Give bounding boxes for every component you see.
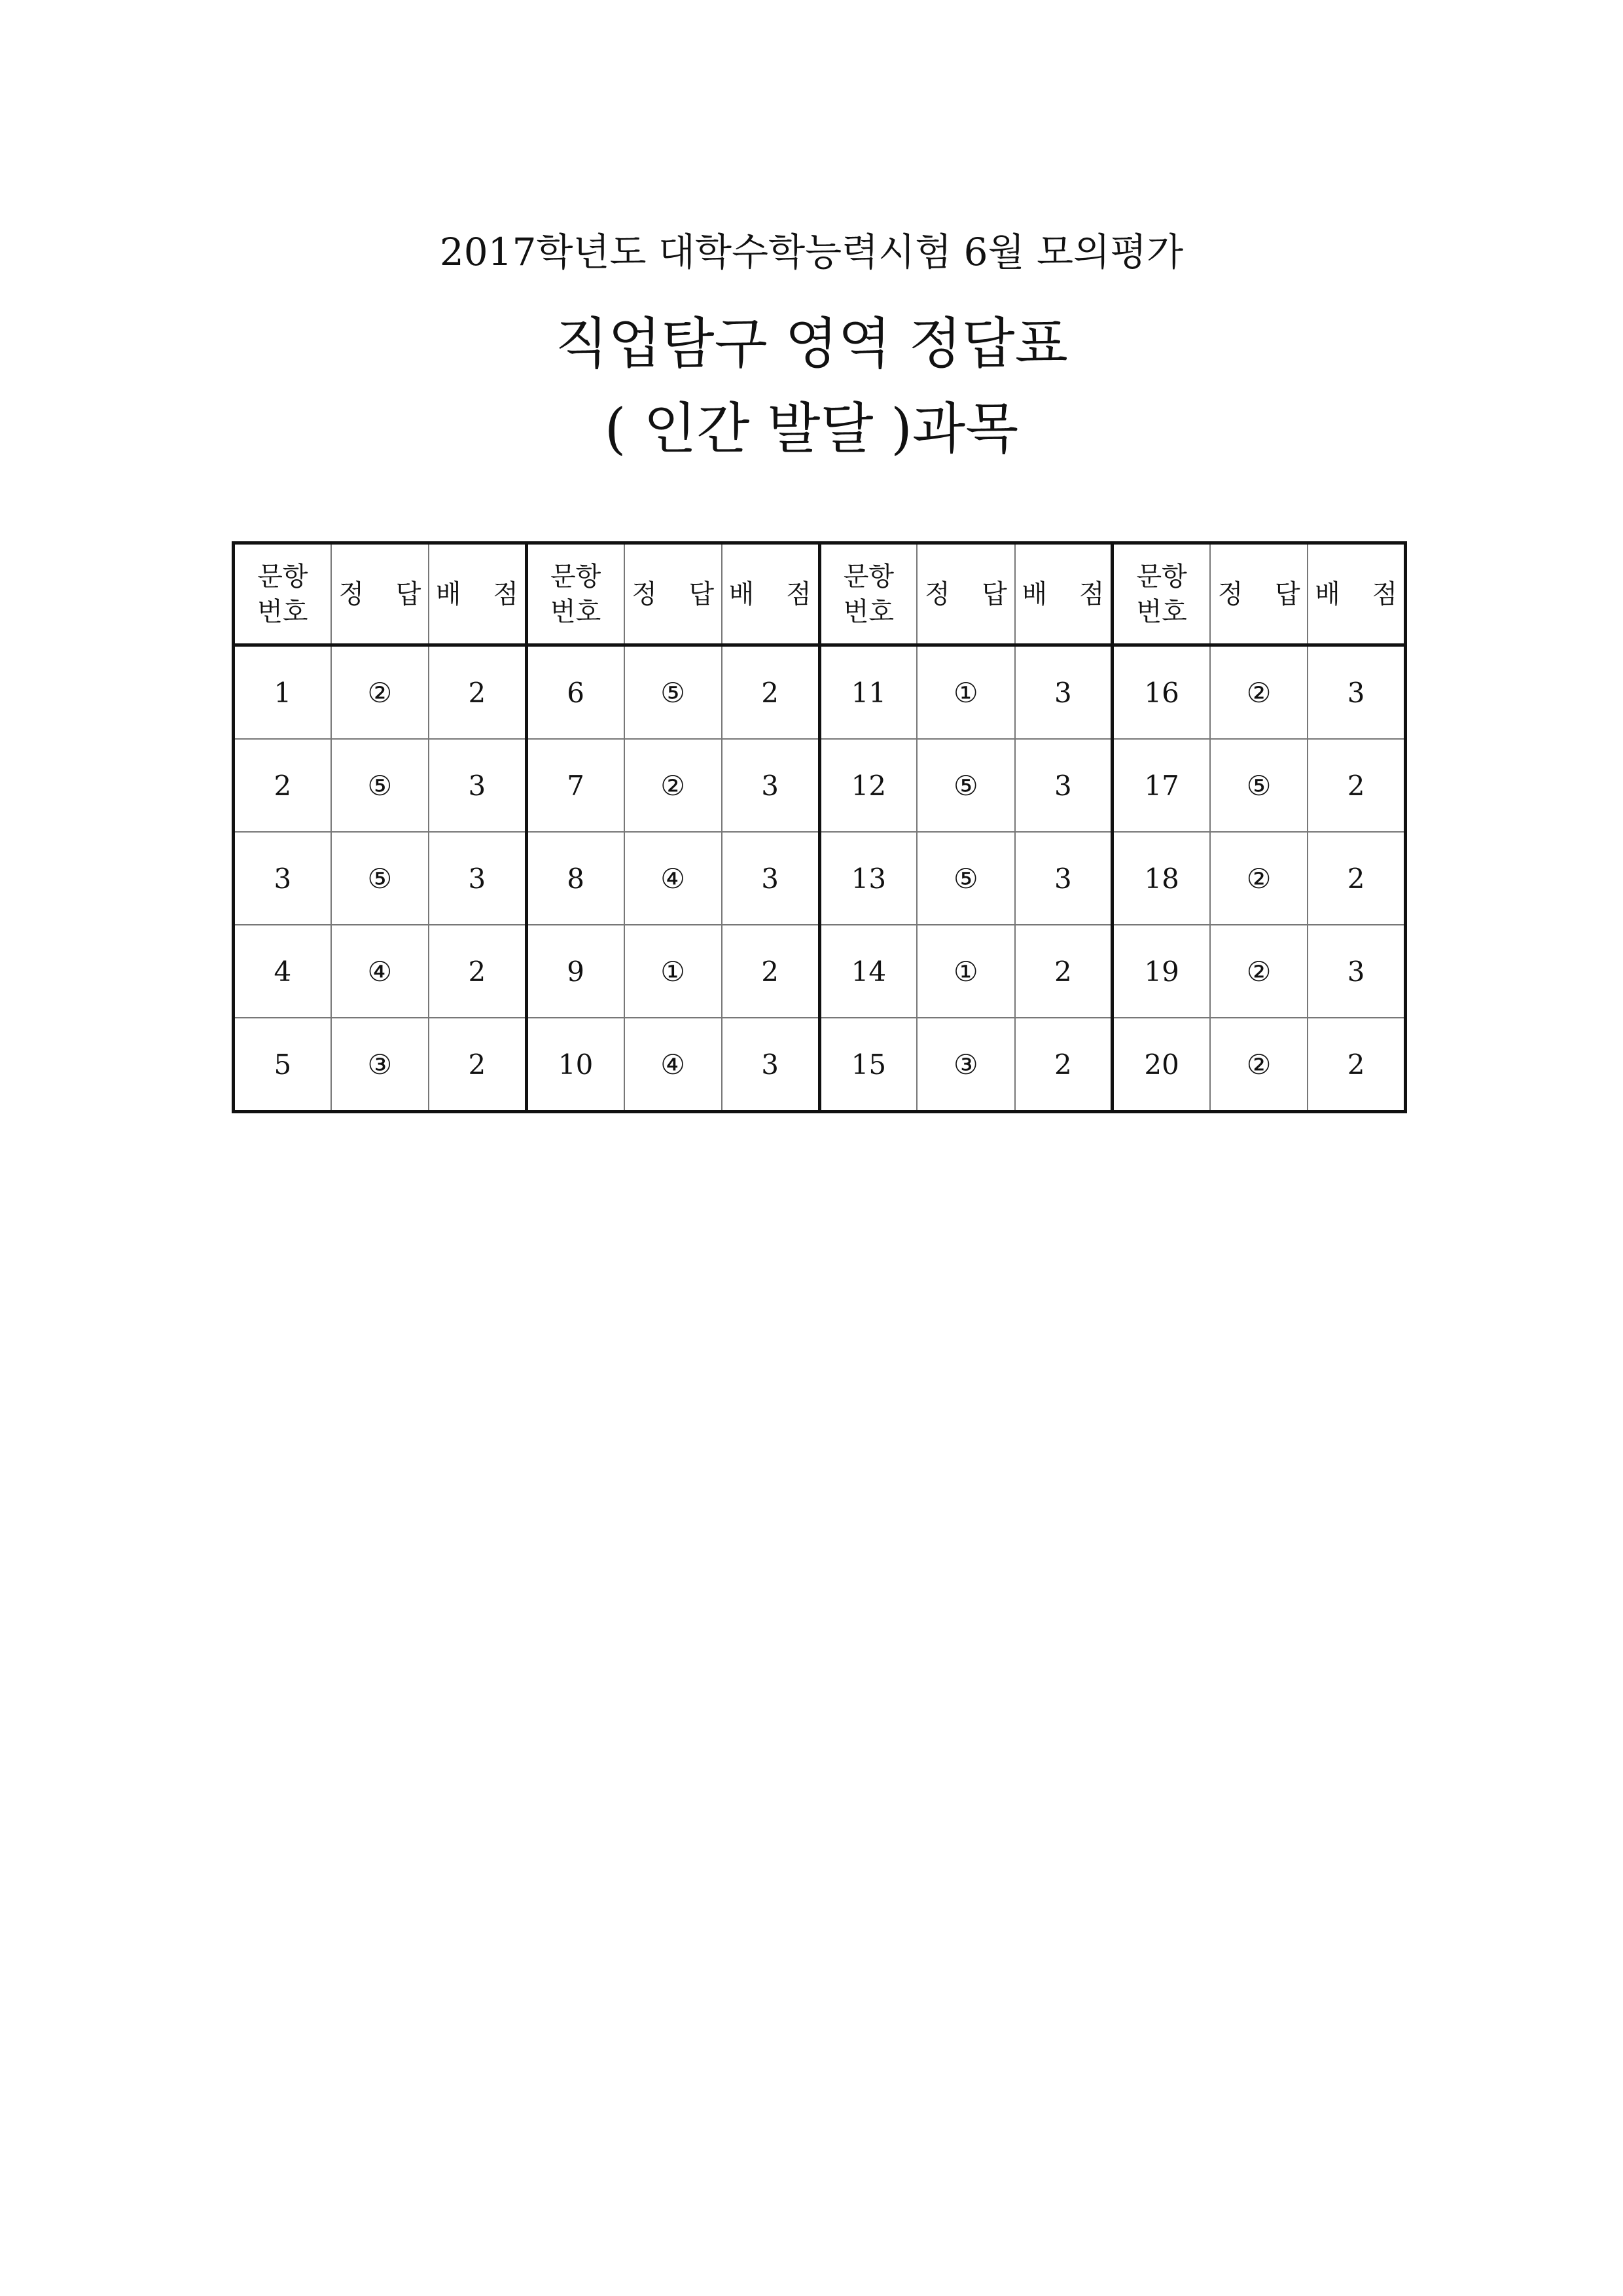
answer-cell: ⑤ bbox=[624, 645, 722, 740]
sheet-title: 직업탐구 영역 정답표 bbox=[555, 312, 1068, 376]
points-cell: 3 bbox=[1015, 739, 1113, 832]
table-row bbox=[234, 832, 1406, 925]
question-number: 8 bbox=[526, 832, 624, 925]
answer-header: 정 답 bbox=[624, 543, 722, 645]
answer-cell: ⑤ bbox=[331, 832, 429, 925]
question-number-header: 문항 번호 bbox=[526, 543, 624, 645]
points-cell: 2 bbox=[429, 925, 526, 1018]
table-row bbox=[234, 645, 1406, 740]
question-number: 10 bbox=[526, 1018, 624, 1112]
points-cell: 2 bbox=[1015, 925, 1113, 1018]
answer-cell: ⑤ bbox=[1210, 739, 1308, 832]
table-row bbox=[234, 739, 1406, 832]
answer-cell: ④ bbox=[331, 925, 429, 1018]
answer-cell: ⑤ bbox=[917, 739, 1014, 832]
answer-cell: ④ bbox=[624, 832, 722, 925]
question-number: 20 bbox=[1113, 1018, 1210, 1112]
points-cell: 2 bbox=[1308, 739, 1405, 832]
answer-cell: ② bbox=[624, 739, 722, 832]
question-number: 18 bbox=[1113, 832, 1210, 925]
answer-table bbox=[232, 541, 1410, 1113]
answer-cell: ① bbox=[917, 925, 1014, 1018]
points-header: 배 점 bbox=[1308, 543, 1405, 645]
answer-cell: ② bbox=[331, 645, 429, 740]
answer-cell: ① bbox=[624, 925, 722, 1018]
question-number: 11 bbox=[819, 645, 917, 740]
points-cell: 3 bbox=[1015, 645, 1113, 740]
points-header: 배 점 bbox=[1015, 543, 1113, 645]
points-cell: 3 bbox=[429, 739, 526, 832]
answer-header: 정 답 bbox=[1210, 543, 1308, 645]
question-number: 6 bbox=[526, 645, 624, 740]
answer-cell: ④ bbox=[624, 1018, 722, 1112]
points-cell: 2 bbox=[722, 645, 819, 740]
question-number-header: 문항 번호 bbox=[1113, 543, 1210, 645]
answer-cell: ① bbox=[917, 645, 1014, 740]
points-cell: 2 bbox=[429, 645, 526, 740]
question-number-header: 문항 번호 bbox=[819, 543, 917, 645]
answer-cell: ⑤ bbox=[917, 832, 1014, 925]
answer-cell: ② bbox=[1210, 925, 1308, 1018]
answer-header: 정 답 bbox=[917, 543, 1014, 645]
question-number: 13 bbox=[819, 832, 917, 925]
exam-title: 2017학년도 대학수학능력시험 6월 모의평가 bbox=[439, 230, 1184, 274]
points-header: 배 점 bbox=[429, 543, 526, 645]
question-number: 15 bbox=[819, 1018, 917, 1112]
answer-cell: ② bbox=[1210, 832, 1308, 925]
points-cell: 3 bbox=[1308, 925, 1405, 1018]
table-row bbox=[234, 1018, 1406, 1112]
question-number: 17 bbox=[1113, 739, 1210, 832]
question-number: 1 bbox=[234, 645, 331, 740]
answer-cell: ② bbox=[1210, 645, 1308, 740]
answer-cell: ⑤ bbox=[331, 739, 429, 832]
answer-cell: ③ bbox=[917, 1018, 1014, 1112]
question-number: 12 bbox=[819, 739, 917, 832]
question-number: 19 bbox=[1113, 925, 1210, 1018]
table-row bbox=[234, 925, 1406, 1018]
question-number: 3 bbox=[234, 832, 331, 925]
points-cell: 3 bbox=[722, 832, 819, 925]
question-number: 5 bbox=[234, 1018, 331, 1112]
points-cell: 3 bbox=[722, 739, 819, 832]
points-cell: 2 bbox=[1015, 1018, 1113, 1112]
question-number: 2 bbox=[234, 739, 331, 832]
points-cell: 3 bbox=[722, 1018, 819, 1112]
question-number: 14 bbox=[819, 925, 917, 1018]
points-cell: 2 bbox=[429, 1018, 526, 1112]
answer-cell: ③ bbox=[331, 1018, 429, 1112]
answer-cell: ② bbox=[1210, 1018, 1308, 1112]
points-header: 배 점 bbox=[722, 543, 819, 645]
question-number: 16 bbox=[1113, 645, 1210, 740]
points-cell: 3 bbox=[1308, 645, 1405, 740]
points-cell: 3 bbox=[429, 832, 526, 925]
answer-header: 정 답 bbox=[331, 543, 429, 645]
question-number: 9 bbox=[526, 925, 624, 1018]
points-cell: 2 bbox=[722, 925, 819, 1018]
header-row bbox=[234, 543, 1406, 645]
question-number: 4 bbox=[234, 925, 331, 1018]
question-number: 7 bbox=[526, 739, 624, 832]
points-cell: 2 bbox=[1308, 832, 1405, 925]
subject-line: ( 인간 발달 )과목 bbox=[604, 397, 1019, 461]
question-number-header: 문항 번호 bbox=[234, 543, 331, 645]
points-cell: 2 bbox=[1308, 1018, 1405, 1112]
points-cell: 3 bbox=[1015, 832, 1113, 925]
